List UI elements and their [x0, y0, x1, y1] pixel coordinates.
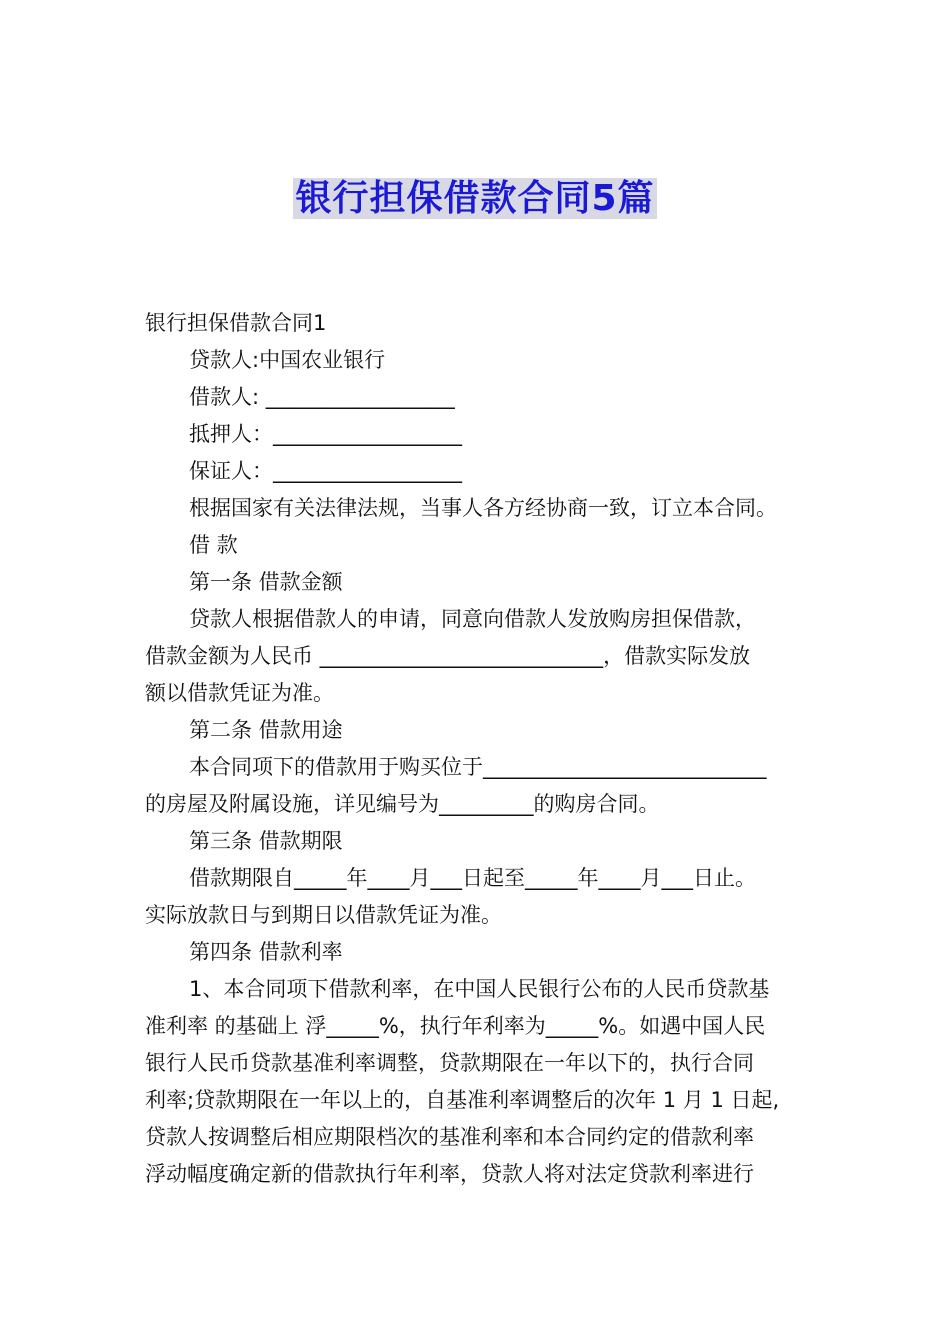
article-1-title: 第一条 借款金额: [189, 570, 343, 594]
article-4-title: 第四条 借款利率: [189, 940, 343, 964]
mortgagor-line: 抵押人：__________________: [189, 422, 462, 446]
contract-heading: 银行担保借款合同1: [145, 311, 327, 335]
article-2-text-row: 的房屋及附属设施，详见编号为_________的购房合同。: [145, 792, 660, 816]
section-title: 借 款: [189, 533, 238, 557]
article-2-text-row: 本合同项下的借款用于购买位于___________________________: [189, 755, 767, 779]
article-3-text-row: 借款期限自_____年____月___日起至_____年____月___日止。: [189, 866, 756, 890]
article-4-text-row: 银行人民币贷款基准利率调整，贷款期限在一年以下的，执行合同: [145, 1051, 754, 1075]
lender-line: 贷款人:中国农业银行: [189, 348, 386, 372]
document-title-text: 银行担保借款合同5篇: [295, 178, 655, 219]
article-1-text-row: 借款金额为人民币 ___________________________，借款实际发放: [145, 644, 751, 668]
borrower-line: 借款人: __________________: [189, 385, 455, 409]
article-4-text-row: 1、本合同项下借款利率，在中国人民银行公布的人民币贷款基: [189, 977, 770, 1001]
article-4-text-row: 浮动幅度确定新的借款执行年利率，贷款人将对法定贷款利率进行: [145, 1162, 754, 1186]
intro-paragraph: 根据国家有关法律法规，当事人各方经协商一致，订立本合同。: [189, 496, 777, 520]
article-4-text-row: 贷款人按调整后相应期限档次的基准利率和本合同约定的借款利率: [145, 1125, 754, 1149]
article-2-title: 第二条 借款用途: [189, 718, 343, 742]
article-3-title: 第三条 借款期限: [189, 829, 343, 853]
document-body: [145, 305, 813, 1193]
article-3-text-row: 实际放款日与到期日以借款凭证为准。: [145, 903, 502, 927]
article-4-text-row: 利率;贷款期限在一年以上的，自基准利率调整后的次年 1 月 1 日起,: [145, 1088, 780, 1112]
article-4-text-row: 准利率 的基础上 浮_____%，执行年利率为_____%。如遇中国人民: [145, 1014, 766, 1038]
article-1-text-row: 贷款人根据借款人的申请，同意向借款人发放购房担保借款，: [189, 607, 756, 631]
article-1-text-row: 额以借款凭证为准。: [145, 681, 334, 705]
guarantor-line: 保证人：__________________: [189, 459, 462, 483]
document-title: [0, 176, 950, 222]
